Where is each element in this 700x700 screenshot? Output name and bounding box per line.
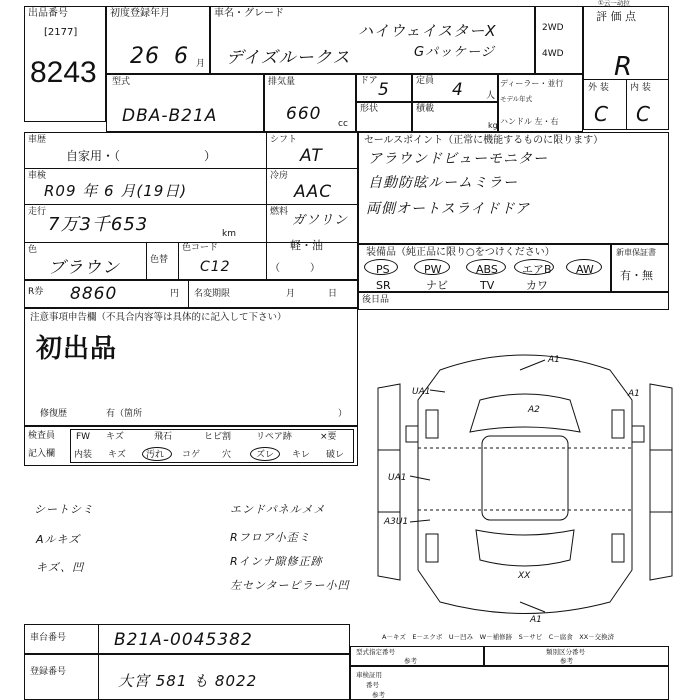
model-desig-ref: 参考 xyxy=(404,657,417,665)
mirror-left xyxy=(406,426,418,442)
windshield xyxy=(470,394,580,432)
mileage-value: 7万3千653 xyxy=(48,214,149,235)
insp-need: ×要 xyxy=(320,432,337,442)
repair-value: 有（箇所 xyxy=(106,409,143,419)
color-label: 色 xyxy=(28,245,38,255)
mileage-label: 走行 xyxy=(28,207,47,217)
equip-airbag: エアB xyxy=(522,263,552,276)
inspection-label: 車検 xyxy=(28,171,47,181)
recycle-label: R券 xyxy=(28,287,44,297)
insp-crack: ヒビ割 xyxy=(204,432,232,442)
insp-shift: ズレ xyxy=(256,450,275,460)
model-year-label: モデル年式 xyxy=(500,95,533,103)
equip-aw: AW xyxy=(576,263,594,276)
sales-label: セールスポイント（正常に機能するものに限ります） xyxy=(364,135,604,146)
sales-line-1: アラウンドビューモニター xyxy=(368,151,548,167)
displacement-value: 660 xyxy=(286,104,322,124)
rear-box xyxy=(358,292,669,310)
meigi-day: 日 xyxy=(328,289,338,299)
color-value: ブラウン xyxy=(48,258,120,278)
equip-aw-circle xyxy=(566,259,602,275)
equip-airbag-circle xyxy=(514,259,554,275)
remark-left-3: キズ、凹 xyxy=(36,561,85,574)
model-label: 型式 xyxy=(112,77,131,87)
equip-leather: カワ xyxy=(526,279,548,292)
chassis-label: 車台番号 xyxy=(30,633,67,643)
rear-window xyxy=(476,530,574,566)
equip-ps-circle xyxy=(364,259,398,275)
diagram-legend: A－キズ E－エクボ U－凹み W－補修跡 S－サビ C－腐食 XX－交換済 xyxy=(382,633,615,641)
insp-shift-circle xyxy=(250,447,280,461)
row-line-2 xyxy=(24,204,358,205)
wheel-fl xyxy=(426,410,438,438)
warranty-label: 新車保証書 xyxy=(616,248,656,257)
insp-interior: 内装 xyxy=(74,450,93,460)
mark-a1-right: A1 xyxy=(628,389,640,399)
inspector-label-1: 検査員 xyxy=(28,431,56,441)
sales-line-3: 両側オートスライドドア xyxy=(366,201,531,217)
handle-label: ハンドル 左・右 xyxy=(500,117,559,126)
category-label: 類別区分番号 xyxy=(546,648,585,656)
color-code-value: C12 xyxy=(200,259,231,275)
ext-value: C xyxy=(594,102,609,126)
insp-scratch2: キズ xyxy=(108,450,126,460)
equip-abs: ABS xyxy=(476,263,498,276)
shift-label: シフト xyxy=(270,135,298,145)
shape-label: 形状 xyxy=(360,104,379,114)
notes-value: 初出品 xyxy=(36,334,118,364)
displacement-label: 排気量 xyxy=(268,77,296,87)
color-code-label: 色コード xyxy=(182,243,219,253)
mark-a1-top: A1 xyxy=(548,355,560,365)
roof xyxy=(482,436,568,520)
vehicle-split xyxy=(266,132,267,280)
insp-burn: コゲ xyxy=(182,450,201,460)
grade: ハイウェイスターX xyxy=(358,22,497,40)
grade2: Gパッケージ xyxy=(414,45,495,60)
equip-abs-circle xyxy=(466,259,506,275)
use-label: 車歴 xyxy=(28,135,47,145)
dealer-label: ディーラー・並行 xyxy=(500,79,564,88)
insp-dirt-circle xyxy=(142,447,172,461)
recycle-value: 8860 xyxy=(70,284,118,304)
paren: （ ） xyxy=(270,263,320,274)
ext-int-split xyxy=(626,79,627,130)
use-value: 自家用・（ ） xyxy=(66,149,217,163)
notes-box xyxy=(24,308,358,426)
insp-fw: FW xyxy=(76,432,91,442)
load-label: 積載 xyxy=(416,104,435,114)
first-reg-year: 26 xyxy=(130,44,160,69)
mark-ua1-side: UA1 xyxy=(388,473,407,483)
side-right xyxy=(650,384,672,580)
warranty-value: 有・無 xyxy=(620,269,653,282)
insp-repair: リペア跡 xyxy=(256,432,292,442)
person-unit: 人 xyxy=(486,91,496,101)
sales-line-2: 自動防眩ルームミラー xyxy=(368,175,518,191)
name-grade-label: 車名・グレード xyxy=(214,8,284,19)
yen-unit: 円 xyxy=(170,289,180,299)
cert-label: 車検証用 xyxy=(356,671,382,679)
insp-dirt: 汚れ xyxy=(146,450,165,460)
mark-a3u1: A3U1 xyxy=(384,517,409,527)
rear-label: 後日品 xyxy=(362,295,390,305)
inspection-value: R09 年 6 月(19日) xyxy=(44,182,188,200)
insp-stone: 飛石 xyxy=(154,432,173,442)
equip-navi: ナビ xyxy=(426,279,448,292)
lot-number: 8243 xyxy=(30,56,97,89)
ac-label: 冷房 xyxy=(270,171,289,181)
inspector-label-2: 記入欄 xyxy=(28,449,56,459)
equip-ps: PS xyxy=(376,263,390,276)
drive-box xyxy=(535,6,583,74)
repaint-label: 色替 xyxy=(150,255,169,265)
notes-label: 注意事項申告欄（不具合内容等は具体的に記入して下さい） xyxy=(30,312,287,323)
meigi-month: 月 xyxy=(286,289,296,299)
repaint-split xyxy=(146,242,147,280)
lot-label: 出品番号 xyxy=(28,8,68,19)
mark-xx: XX xyxy=(518,571,531,581)
meigi-label: 名変期限 xyxy=(194,289,231,299)
int-value: C xyxy=(636,102,651,126)
color-code-split xyxy=(178,242,179,280)
wheel-rl xyxy=(426,534,438,562)
equip-sr: SR xyxy=(376,279,391,292)
cert-box xyxy=(350,666,669,700)
ext-label: 外 装 xyxy=(588,83,609,93)
doors-label: ドア xyxy=(360,76,378,86)
first-reg-month: 6 xyxy=(174,44,189,69)
first-reg-label: 初度登録年月 xyxy=(110,8,170,19)
mirror-right xyxy=(632,426,644,442)
car-name: デイズルークス xyxy=(226,48,351,68)
reg-label: 登録番号 xyxy=(30,667,67,677)
meigi-split xyxy=(188,280,189,308)
equip-pw-circle xyxy=(414,259,450,275)
remark-left-1: シートシミ xyxy=(34,503,94,516)
repair-close: ） xyxy=(338,409,348,419)
cc-unit: cc xyxy=(338,119,348,129)
remark-right-3: Rインナ隙修正跡 xyxy=(230,555,323,568)
insp-scratch: キズ xyxy=(106,432,124,442)
ac-value: AAC xyxy=(294,182,333,202)
reg-value: 大宮 581 も 8022 xyxy=(118,672,258,690)
mark-ua1-left: UA1 xyxy=(412,387,431,397)
score-value: R xyxy=(614,52,634,82)
equip-tv: TV xyxy=(480,279,495,292)
shift-value: AT xyxy=(300,146,323,166)
remark-right-4: 左センターピラー小凹 xyxy=(230,579,350,592)
equip-pw: PW xyxy=(424,263,442,276)
insp-tear: 破レ xyxy=(326,450,345,460)
drive-2wd: 2WD xyxy=(542,23,564,33)
mark-a2-roof: A2 xyxy=(528,405,540,415)
km-unit: km xyxy=(222,229,236,239)
fuel-light: 軽・油 xyxy=(290,239,323,252)
insp-cut: キレ xyxy=(292,450,310,460)
capacity-label: 定員 xyxy=(416,76,435,86)
cert-ref: 参考 xyxy=(372,691,385,699)
lot-sub: [2177] xyxy=(44,27,78,38)
model-desig-label: 型式指定番号 xyxy=(356,648,395,656)
drive-4wd: 4WD xyxy=(542,49,564,59)
model-value: DBA-B21A xyxy=(122,106,218,126)
remark-left-2: Aルキズ xyxy=(36,533,81,546)
wheel-rr xyxy=(612,534,624,562)
kg-unit: kg xyxy=(488,121,498,130)
car-diagram xyxy=(370,340,680,630)
cert-sub: 番号 xyxy=(366,681,379,689)
fuel-value: ガソリン xyxy=(292,213,349,228)
row-line-1 xyxy=(24,168,358,169)
remark-right-1: エンドパネルメメ xyxy=(230,503,326,516)
top-right-note: ①云一动拉 xyxy=(598,0,630,7)
fuel-label: 燃料 xyxy=(270,207,289,217)
month-unit: 月 xyxy=(196,59,206,69)
capacity-value: 4 xyxy=(452,80,464,100)
category-ref: 参考 xyxy=(560,657,573,665)
wheel-fr xyxy=(612,410,624,438)
insp-hole: 穴 xyxy=(222,450,232,460)
int-label: 内 装 xyxy=(630,83,651,93)
score-label: 評 価 点 xyxy=(596,10,636,23)
equipment-label: 装備品（純正品に限り○をつけください） xyxy=(366,247,555,258)
repair-label: 修復歴 xyxy=(40,409,68,419)
remark-right-2: Rフロア小歪ミ xyxy=(230,531,311,544)
chassis-value: B21A-0045382 xyxy=(114,630,253,650)
doors-value: 5 xyxy=(378,80,390,100)
mark-a1-bottom: A1 xyxy=(530,615,542,625)
